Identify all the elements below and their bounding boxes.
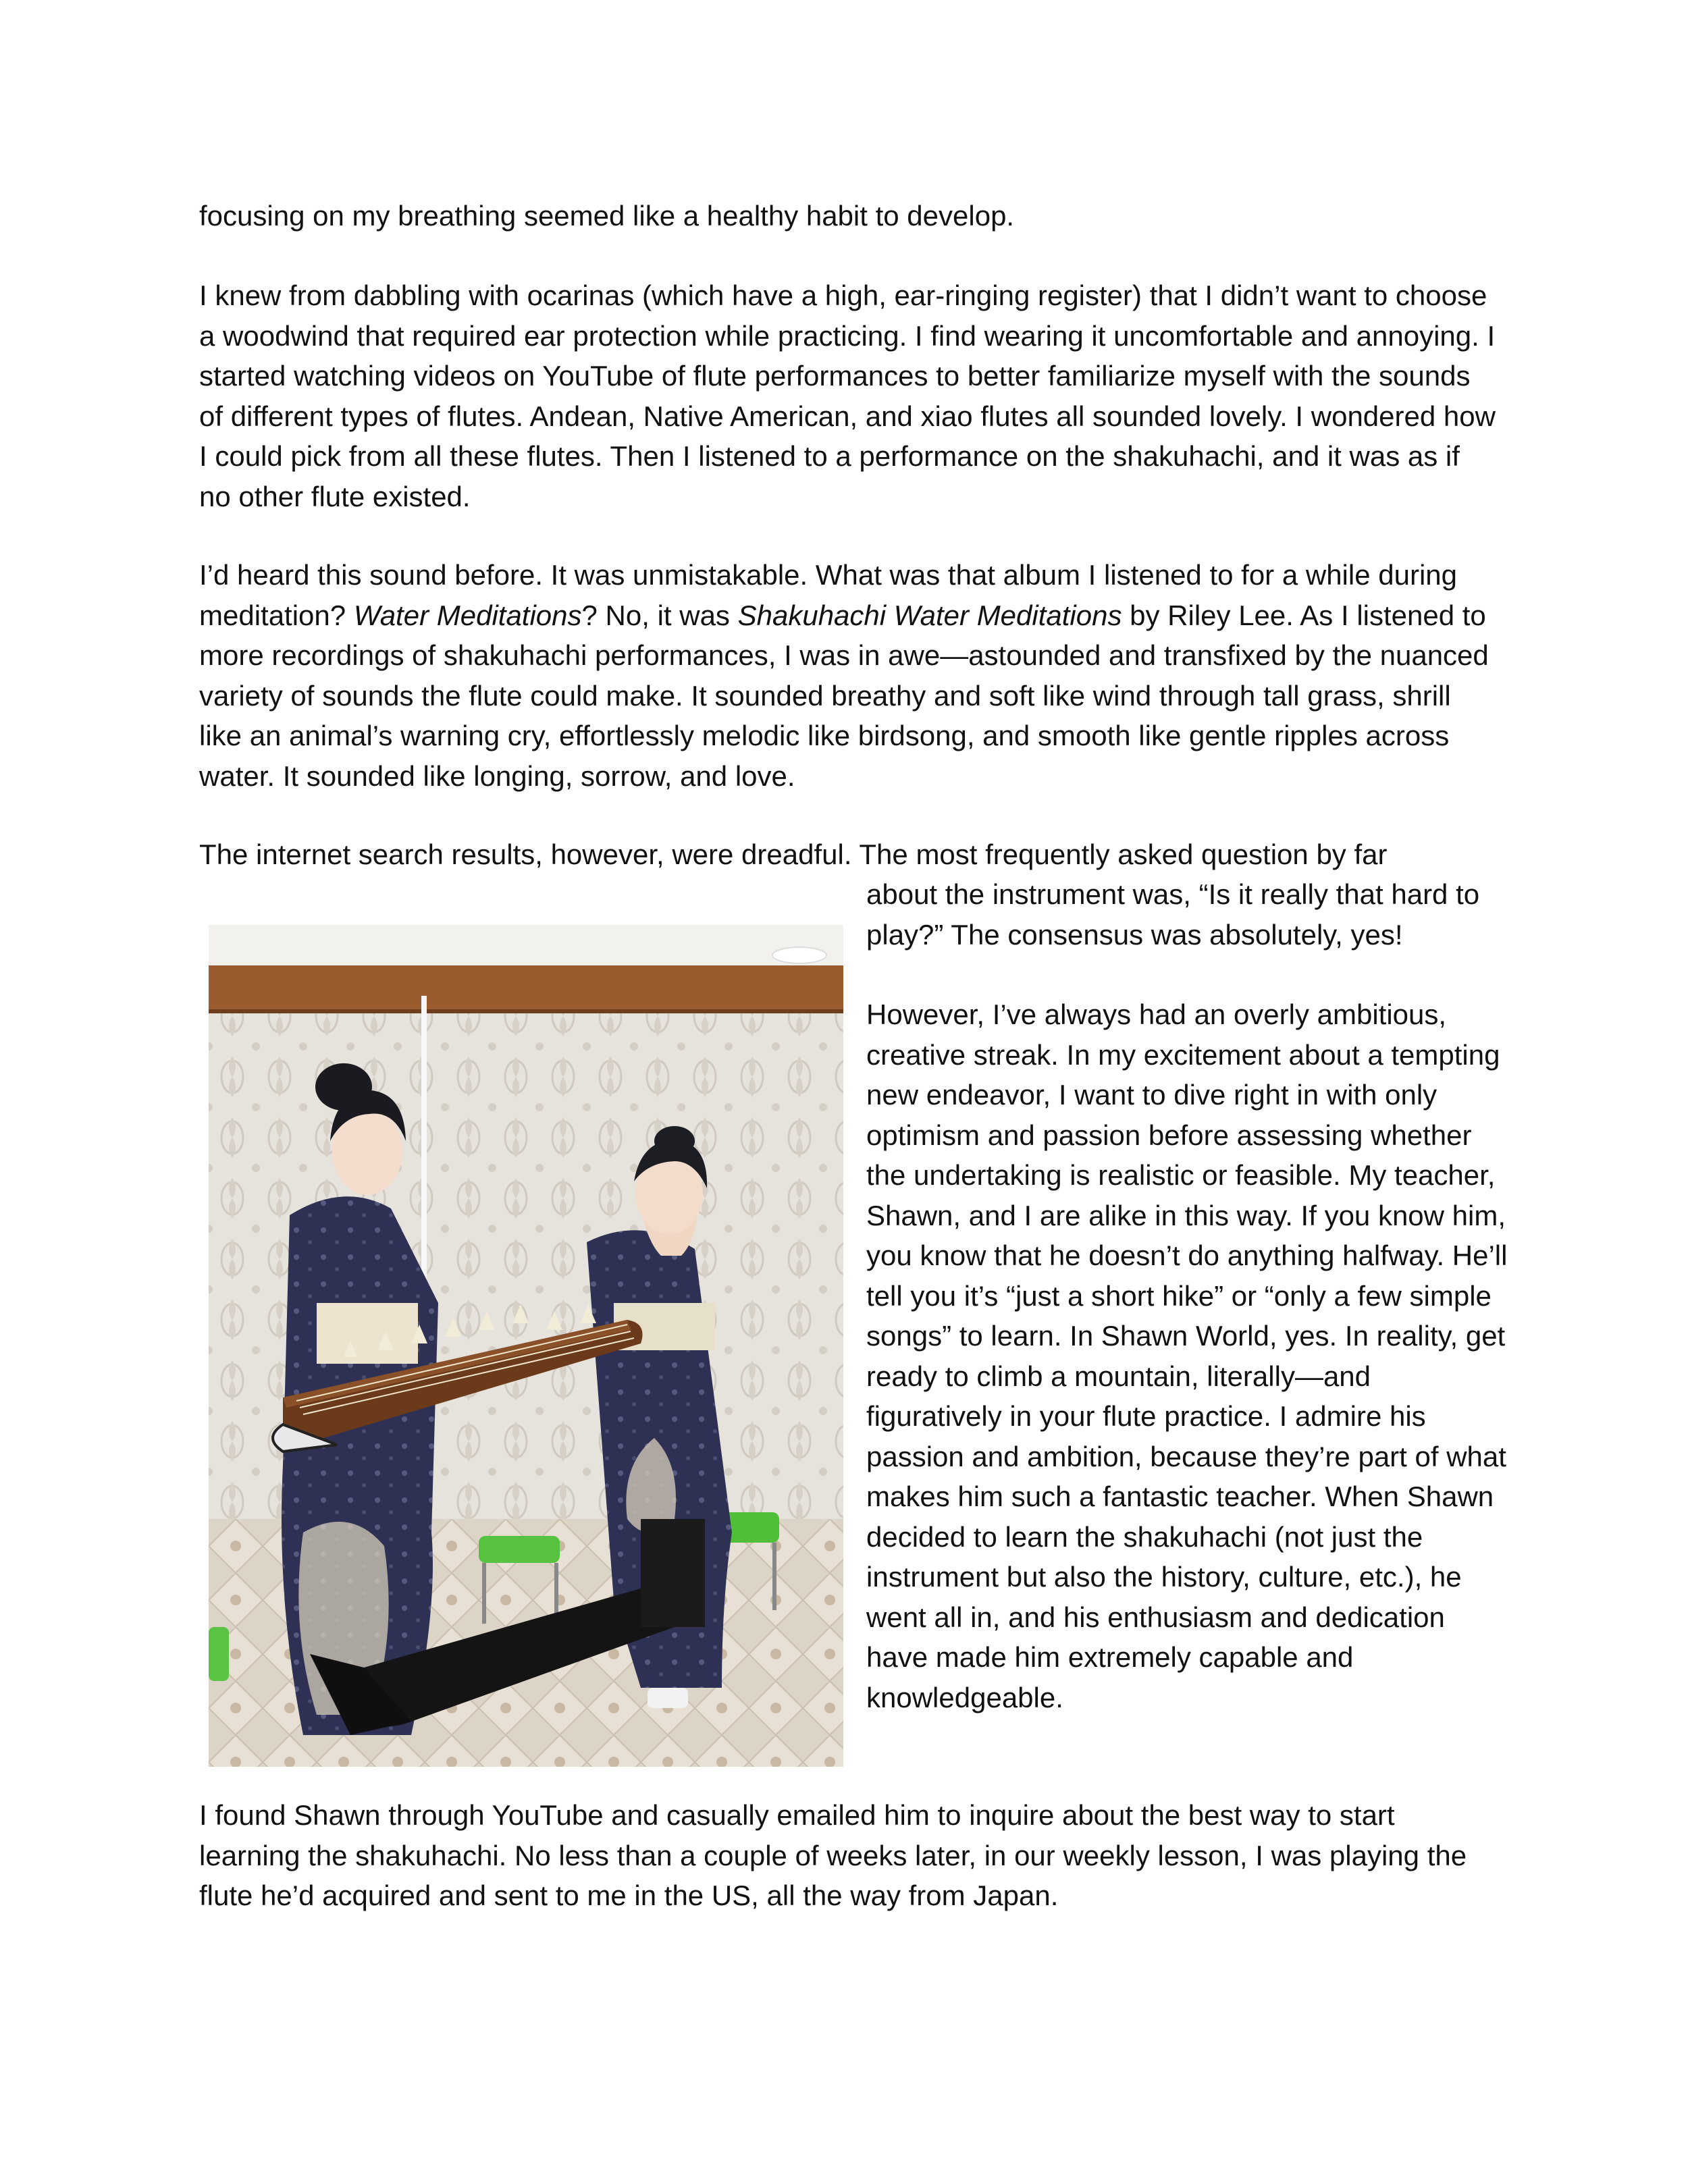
paragraph-found-shawn: I found Shawn through YouTube and casually emailed him to inquire about the best way to start learning the shakuhachi. No less than a couple of weeks later, in our weekly lesson, I was playing the flute he’d acquired and sent to me in the US, all the way from Japan.	[199, 1799, 1467, 1911]
album-title-shakuhachi-water-meditations: Shakuhachi Water Meditations	[737, 599, 1122, 631]
paragraph-however-ambitious: However, I’ve always had an overly ambitious, creative streak. In my excitement about a tempting new endeavor, I want to dive right in with only optimism and passion before assessing whether the undertaking is realistic or feasible. My teacher, Shawn, and I are alike in this way. If you know him, you know that he doesn’t do anything halfway. He’ll tell you it’s “just a short hike” or “only a few simple songs” to learn. In Shawn World, yes. In reality, get ready to climb a mountain, literally—and figuratively in your flute practice. I admire his passion and ambition, because they’re part of what makes him such a fantastic teacher. When Shawn decided to learn the shakuhachi (not just the instrument but also the history, culture, etc.), he went all in, and his enthusiasm and dedication have made him extremely capable and knowledgeable.	[866, 998, 1508, 1713]
koto-performers-photo	[209, 925, 843, 1767]
paragraph-heard-part-2: ? No, it was	[581, 599, 738, 631]
paragraph-heard-part-3: by Riley Lee. As I listened to more recordings of shakuhachi performances, I was in awe—astounded and transfixed by the nuanced variety of sounds the flute could make. It sounded breathy and soft like wind through tall grass, shrill like an animal’s warning cry, effortlessly melodic like birdsong, and smooth like gentle ripples across water. It sounded like longing, sorrow, and love.	[199, 599, 1489, 792]
album-title-water-meditations: Water Meditations	[353, 599, 582, 631]
paragraph-internet-continuation: about the instrument was, “Is it really that hard to play?” The consensus was absolutely, yes!	[866, 878, 1480, 951]
wood-trim	[209, 965, 843, 1013]
ceiling-light-right	[772, 947, 826, 963]
paragraph-ocarina: I knew from dabbling with ocarinas (which have a high, ear-ringing register) that I didn’t want to choose a woodwind that required ear protection while practicing. I find wearing it uncomfortable and annoying. I started watching videos on YouTube of flute performances to better familiarize myself with the sounds of different types of flutes. Andean, Native American, and xiao flutes all sounded lovely. I wondered how I could pick from all these flutes. Then I listened to a performance on the shakuhachi, and it was as if no other flute existed.	[199, 279, 1496, 512]
paragraph-breathing-fragment: focusing on my breathing seemed like a healthy habit to develop.	[199, 200, 1015, 232]
photo-illustration	[209, 925, 843, 1767]
paragraph-heard-sound	[199, 555, 1496, 796]
paragraph-heard-part-1: I’d heard this sound before. It was unmistakable. What was that album I listened to for a while during meditation?	[199, 559, 1457, 631]
paragraph-internet-first-line: The internet search results, however, were dreadful. The most frequently asked question by far	[199, 838, 1388, 870]
ceiling	[209, 925, 843, 965]
